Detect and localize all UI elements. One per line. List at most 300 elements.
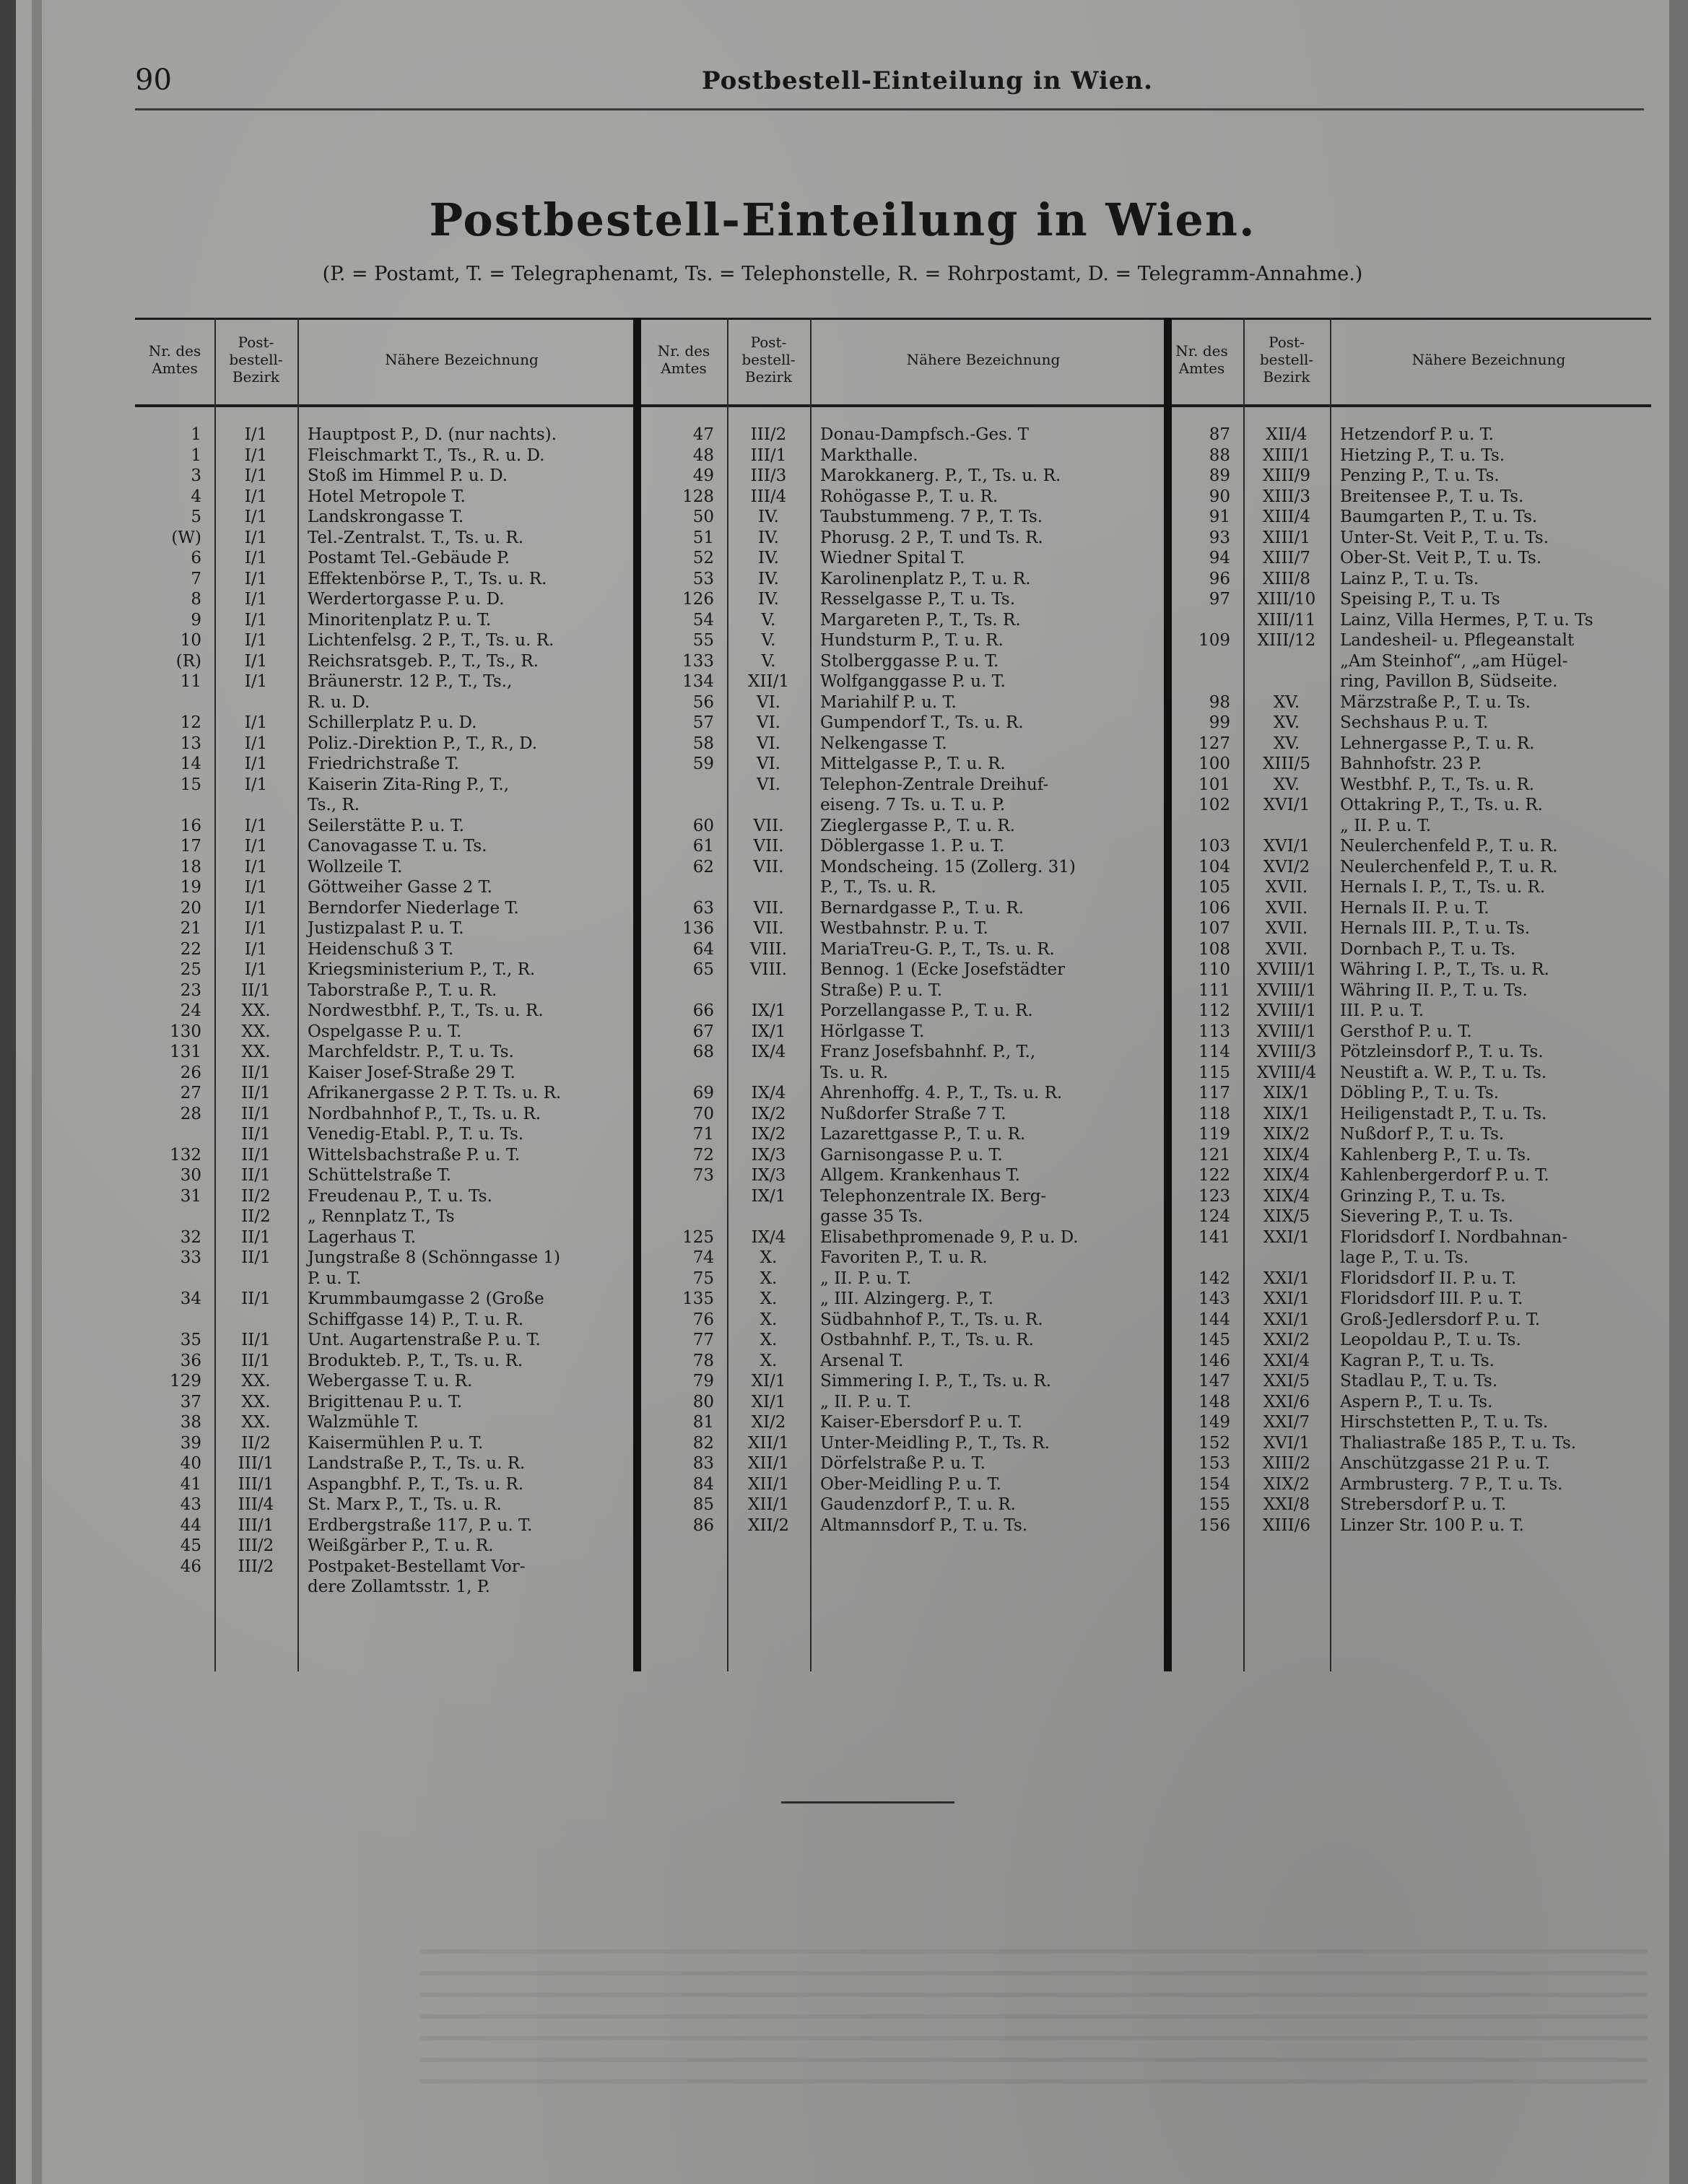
delivery-district: XI/1: [751, 1372, 786, 1391]
office-number: 91: [1209, 508, 1230, 526]
delivery-district: XX.: [241, 1413, 271, 1432]
location-description: Thaliastraße 185 P., T. u. Ts.: [1340, 1433, 1577, 1453]
location-description: Landstraße P., T., Ts. u. R.: [308, 1454, 526, 1473]
delivery-district: II/2: [241, 1207, 271, 1226]
location-description: Stolberggasse P. u. T.: [820, 651, 999, 671]
location-description: Mondscheing. 15 (Zollerg. 31): [820, 857, 1076, 876]
office-number: 15: [180, 775, 201, 794]
table-row: [1160, 1269, 1648, 1289]
table-row: [640, 877, 1157, 897]
office-number: 76: [692, 1310, 714, 1329]
office-number: 122: [1198, 1166, 1230, 1185]
location-description: Märzstraße P., T. u. Ts.: [1340, 692, 1531, 712]
delivery-district: XIII/3: [1262, 487, 1310, 506]
table-row: [640, 671, 1157, 692]
office-number: 48: [692, 445, 714, 465]
delivery-district: XIII/6: [1262, 1515, 1310, 1535]
office-number: 57: [692, 713, 714, 732]
table-row: [640, 1351, 1157, 1371]
table-row: [1160, 775, 1648, 795]
table-row: [135, 1289, 626, 1309]
office-number: 45: [180, 1536, 201, 1555]
delivery-district: I/1: [244, 939, 268, 959]
delivery-district: XII/1: [748, 1474, 789, 1494]
location-description: Neulerchenfeld P., T. u. R.: [1340, 837, 1558, 856]
location-description: Freudenau P., T. u. Ts.: [308, 1186, 492, 1206]
office-number: (W): [171, 528, 201, 547]
location-description: Ostbahnhf. P., T., Ts. u. R.: [820, 1331, 1034, 1349]
table-row: [640, 754, 1157, 774]
location-description: Dörfelstraße P. u. T.: [820, 1454, 986, 1473]
delivery-district: II/1: [241, 1145, 271, 1165]
location-description: Lainz, Villa Hermes, P, T. u. Ts: [1340, 610, 1593, 630]
location-description: Erdbergstraße 117, P. u. T.: [308, 1515, 533, 1535]
office-number: 98: [1209, 692, 1230, 712]
table-row: [640, 528, 1157, 548]
office-number: 155: [1198, 1495, 1230, 1514]
location-description: Hirschstetten P., T. u. Ts.: [1340, 1413, 1549, 1432]
office-number: 128: [682, 487, 714, 506]
location-description: Taborstraße P., T. u. R.: [308, 980, 497, 1000]
table-row: [1160, 1145, 1648, 1165]
location-description: R. u. D.: [308, 692, 370, 712]
table-row: [1160, 466, 1648, 486]
office-number: 30: [180, 1166, 201, 1185]
running-head: Postbestell-Einteilung in Wien.: [702, 66, 1153, 95]
delivery-district: VIII.: [749, 939, 788, 959]
page-number: 90: [135, 64, 172, 97]
table-row: [640, 1269, 1157, 1289]
office-number: 22: [180, 939, 201, 959]
office-number: 93: [1209, 528, 1230, 547]
office-number: 125: [682, 1227, 714, 1247]
delivery-district: X.: [760, 1351, 778, 1370]
header-postbestell-bezirk: Post- bestell- Bezirk: [229, 334, 283, 386]
table-row: [640, 734, 1157, 754]
office-number: 104: [1198, 857, 1230, 876]
location-description: Lainz P., T. u. Ts.: [1340, 569, 1479, 588]
table-row: [135, 836, 626, 856]
table-row: [640, 775, 1157, 795]
delivery-district: I/1: [244, 651, 268, 671]
delivery-district: IX/3: [751, 1166, 786, 1185]
header-naehere-bezeichnung: Nähere Bezeichnung: [906, 351, 1061, 368]
office-number: 141: [1198, 1227, 1230, 1247]
location-description: Elisabethpromenade 9, P. u. D.: [820, 1227, 1079, 1247]
table-row: [1160, 1227, 1648, 1248]
location-description: Mariahilf P. u. T.: [820, 692, 957, 712]
table-row: [135, 1248, 626, 1268]
office-number: 148: [1198, 1392, 1230, 1411]
table-row: [640, 795, 1157, 815]
office-number: 64: [692, 939, 714, 959]
office-number: 35: [180, 1331, 201, 1349]
delivery-district: I/1: [244, 734, 268, 753]
delivery-district: XXI/5: [1263, 1372, 1310, 1391]
location-description: Unt. Augartenstraße P. u. T.: [308, 1331, 541, 1349]
table-row: [135, 1453, 626, 1474]
delivery-district: II/1: [241, 1125, 271, 1144]
office-number: 3: [191, 466, 201, 485]
table-row: [1160, 487, 1648, 507]
office-number: 100: [1198, 754, 1230, 773]
location-description: Franz Josefsbahnhf. P., T.,: [820, 1043, 1036, 1061]
location-description: Grinzing P., T. u. Ts.: [1340, 1186, 1506, 1206]
location-description: Linzer Str. 100 P. u. T.: [1340, 1515, 1524, 1535]
table-row: [1160, 713, 1648, 733]
delivery-district: IV.: [758, 549, 779, 567]
location-description: ring, Pavillon B, Südseite.: [1340, 672, 1558, 691]
location-description: Kriegsministerium P., T., R.: [308, 960, 536, 979]
header-postbestell-bezirk: Post- bestell- Bezirk: [1259, 334, 1314, 386]
delivery-district: I/1: [244, 610, 268, 630]
office-number: 51: [692, 528, 714, 547]
location-description: Westbahnstr. P. u. T.: [820, 919, 988, 938]
location-description: Währing II. P., T. u. Ts.: [1340, 980, 1528, 1000]
office-number: 52: [692, 549, 714, 567]
delivery-district: X.: [760, 1269, 778, 1288]
table-row: [1160, 836, 1648, 856]
table-row: [135, 1351, 626, 1371]
delivery-district: XV.: [1273, 713, 1300, 732]
location-description: Anschützgasse 21 P. u. T.: [1340, 1454, 1550, 1473]
office-number: 111: [1198, 980, 1230, 1000]
location-description: Postpaket-Bestellamt Vor-: [308, 1557, 526, 1576]
office-number: 103: [1198, 837, 1230, 856]
location-description: Groß-Jedlersdorf P. u. T.: [1340, 1310, 1541, 1329]
table-row: [1160, 507, 1648, 527]
location-description: Bräunerstr. 12 P., T., Ts.,: [308, 672, 513, 691]
location-description: Straße) P. u. T.: [820, 980, 943, 1000]
delivery-district: XVI/2: [1263, 857, 1310, 876]
office-number: 54: [692, 610, 714, 630]
table-row: [1160, 1165, 1648, 1185]
delivery-district: III/1: [238, 1515, 274, 1535]
table-row: [640, 1453, 1157, 1474]
table-row: [1160, 1206, 1648, 1227]
location-description: Altmannsdorf P., T. u. Ts.: [820, 1515, 1028, 1535]
book-page: [16, 0, 1669, 2184]
delivery-district: IX/1: [751, 1022, 786, 1041]
office-number: 110: [1198, 960, 1230, 979]
delivery-district: I/1: [244, 919, 268, 938]
office-number: 21: [180, 919, 201, 938]
location-description: Porzellangasse P., T. u. R.: [820, 1001, 1033, 1020]
location-description: Aspangbhf. P., T., Ts. u. R.: [308, 1474, 524, 1494]
delivery-district: XIII/10: [1257, 590, 1316, 609]
delivery-district: XXI/1: [1263, 1269, 1310, 1288]
location-description: Unter-Meidling P., T., Ts. R.: [820, 1433, 1050, 1453]
location-description: Kaiser-Ebersdorf P. u. T.: [820, 1413, 1022, 1432]
table-row: [640, 425, 1157, 445]
delivery-district: XVIII/1: [1256, 1001, 1317, 1020]
location-description: dere Zollamtsstr. 1, P.: [308, 1578, 490, 1596]
office-number: 75: [692, 1269, 714, 1288]
delivery-district: XVIII/1: [1256, 980, 1317, 1000]
location-description: Ottakring P., T., Ts. u. R.: [1340, 796, 1543, 814]
header-postbestell-bezirk: Post- bestell- Bezirk: [741, 334, 796, 386]
table-row: [640, 980, 1157, 1001]
location-description: Hörlgasse T.: [820, 1022, 925, 1041]
delivery-district: II/1: [241, 1351, 271, 1370]
table-row: [640, 1104, 1157, 1124]
office-number: 18: [180, 857, 201, 876]
location-description: Ts. u. R.: [820, 1063, 889, 1082]
delivery-district: XIII/1: [1262, 445, 1310, 465]
office-number: 72: [692, 1145, 714, 1165]
office-number: 9: [191, 610, 201, 630]
delivery-district: XXI/8: [1263, 1495, 1310, 1514]
office-number: 77: [692, 1331, 714, 1349]
table-row: [1160, 1330, 1648, 1350]
office-number: 101: [1198, 775, 1230, 794]
delivery-district: II/1: [241, 1166, 271, 1185]
delivery-district: XI/2: [751, 1413, 786, 1432]
delivery-district: X.: [760, 1248, 778, 1267]
table-row: [1160, 1104, 1648, 1124]
table-row: [1160, 1042, 1648, 1062]
office-number: 144: [1198, 1310, 1230, 1329]
location-description: Westbhf. P., T., Ts. u. R.: [1340, 775, 1535, 794]
location-description: Reichsratsgeb. P., T., Ts., R.: [308, 651, 539, 671]
table-row: [1160, 610, 1648, 630]
table-row: [1160, 1289, 1648, 1309]
table-row: [135, 877, 626, 897]
location-description: Minoritenplatz P. u. T.: [308, 610, 492, 630]
office-number: 34: [180, 1289, 201, 1308]
delivery-district: XXI/7: [1263, 1413, 1310, 1432]
location-description: Döbling P., T. u. Ts.: [1340, 1084, 1500, 1102]
delivery-district: I/1: [244, 837, 268, 856]
delivery-district: II/2: [241, 1433, 271, 1453]
office-number: 102: [1198, 796, 1230, 814]
table-row: [640, 487, 1157, 507]
location-description: Walzmühle T.: [308, 1413, 419, 1432]
table-row: [135, 507, 626, 527]
location-description: Margareten P., T., Ts. R.: [820, 610, 1021, 630]
table-row: [135, 548, 626, 568]
office-number: 56: [692, 692, 714, 712]
location-description: Bennog. 1 (Ecke Josefstädter: [820, 960, 1066, 979]
delivery-district: XII/1: [748, 1433, 789, 1453]
location-description: Jungstraße 8 (Schönngasse 1): [308, 1248, 561, 1267]
delivery-district: VII.: [753, 857, 784, 876]
delivery-district: XVIII/3: [1256, 1043, 1317, 1061]
office-number: 88: [1209, 445, 1230, 465]
delivery-district: XXI/2: [1263, 1331, 1310, 1349]
delivery-district: VII.: [753, 837, 784, 856]
location-description: Sechshaus P. u. T.: [1340, 713, 1489, 732]
table-row: [640, 1433, 1157, 1453]
office-number: 109: [1198, 631, 1230, 650]
delivery-district: III/1: [238, 1454, 274, 1473]
table-row: [640, 1310, 1157, 1330]
delivery-district: IV.: [758, 528, 779, 547]
delivery-district: I/1: [244, 898, 268, 918]
table-row: [135, 734, 626, 754]
delivery-district: XIX/4: [1263, 1145, 1310, 1165]
table-row: [135, 1042, 626, 1062]
table-row: [135, 671, 626, 692]
office-number: 84: [692, 1474, 714, 1494]
location-description: Südbahnhof P., T., Ts. u. R.: [820, 1310, 1043, 1329]
office-number: 66: [692, 1001, 714, 1020]
delivery-district: V.: [761, 631, 776, 650]
office-number: 154: [1198, 1474, 1230, 1494]
table-row: [640, 548, 1157, 568]
office-number: 152: [1198, 1433, 1230, 1453]
table-row: [640, 1083, 1157, 1103]
bleed-through-texture: [420, 1949, 1648, 2094]
office-number: 38: [180, 1413, 201, 1432]
table-row: [640, 1412, 1157, 1432]
header-nr-des-amtes: Nr. des Amtes: [1175, 342, 1228, 377]
delivery-district: I/1: [244, 549, 268, 567]
delivery-district: III/2: [750, 425, 787, 444]
office-number: 49: [692, 466, 714, 485]
delivery-district: II/1: [241, 1104, 271, 1123]
location-description: Garnisongasse P. u. T.: [820, 1145, 1003, 1165]
location-description: Effektenbörse P., T., Ts. u. R.: [308, 569, 547, 588]
location-description: Heiligenstadt P., T. u. Ts.: [1340, 1104, 1547, 1123]
office-number: 147: [1198, 1372, 1230, 1391]
table-row: [1160, 548, 1648, 568]
table-row: [640, 836, 1157, 856]
office-number: 94: [1209, 549, 1230, 567]
footer-rule: [781, 1801, 954, 1804]
table-row: [640, 1206, 1157, 1227]
location-description: Penzing P., T. u. Ts.: [1340, 466, 1500, 485]
delivery-district: XV.: [1273, 692, 1300, 712]
delivery-district: XVII.: [1265, 898, 1308, 918]
office-number: 143: [1198, 1289, 1230, 1308]
table-row: [135, 1186, 626, 1206]
office-number: 1: [191, 425, 201, 444]
office-number: 39: [180, 1433, 201, 1453]
location-description: Strebersdorf P. u. T.: [1340, 1495, 1507, 1514]
table-row: [1160, 1351, 1648, 1371]
delivery-district: III/1: [750, 445, 787, 465]
location-description: Floridsdorf I. Nordbahnan-: [1340, 1227, 1568, 1247]
table-row: [1160, 569, 1648, 589]
delivery-district: XXI/6: [1263, 1392, 1310, 1411]
office-number: 146: [1198, 1351, 1230, 1370]
table-row: [135, 1165, 626, 1185]
table-row: [1160, 1083, 1648, 1103]
location-description: Hotel Metropole T.: [308, 487, 466, 506]
delivery-district: I/1: [244, 590, 268, 609]
table-row: [640, 1495, 1157, 1515]
table-row: [135, 1227, 626, 1248]
office-number: 12: [180, 713, 201, 732]
delivery-district: XVII.: [1265, 919, 1308, 938]
location-description: Nordwestbhf. P., T., Ts. u. R.: [308, 1001, 544, 1020]
table-row: [1160, 980, 1648, 1001]
location-description: Fleischmarkt T., Ts., R. u. D.: [308, 445, 545, 465]
table-row: [135, 1412, 626, 1432]
location-description: Gumpendorf T., Ts. u. R.: [820, 713, 1024, 732]
table-row: [1160, 1248, 1648, 1268]
location-description: „ II. P. u. T.: [820, 1269, 912, 1288]
location-description: Hetzendorf P. u. T.: [1340, 425, 1494, 444]
location-description: Afrikanergasse 2 P. T. Ts. u. R.: [308, 1084, 562, 1102]
table-row: [640, 898, 1157, 918]
table-row: [640, 1289, 1157, 1309]
table-row: [135, 1495, 626, 1515]
office-number: 114: [1198, 1043, 1230, 1061]
header-rule: [135, 108, 1644, 110]
delivery-district: II/1: [241, 1084, 271, 1102]
location-description: Ospelgasse P. u. T.: [308, 1022, 462, 1041]
table-row: [135, 857, 626, 877]
office-number: 14: [180, 754, 201, 773]
table-row: [1160, 1515, 1648, 1536]
office-number: 78: [692, 1351, 714, 1370]
delivery-district: II/1: [241, 980, 271, 1000]
office-number: 37: [180, 1392, 201, 1411]
table-row: [135, 1083, 626, 1103]
location-description: Marchfeldstr. P., T. u. Ts.: [308, 1043, 514, 1061]
office-number: 134: [682, 672, 714, 691]
delivery-district: IX/2: [751, 1125, 786, 1144]
delivery-district: II/2: [241, 1186, 271, 1206]
location-description: Nordbahnhof P., T., Ts. u. R.: [308, 1104, 541, 1123]
office-number: 113: [1198, 1022, 1230, 1041]
location-description: P., T., Ts. u. R.: [820, 878, 936, 897]
table-row: [1160, 1063, 1648, 1083]
delivery-district: II/1: [241, 1227, 271, 1247]
table-row: [1160, 1124, 1648, 1144]
delivery-district: XX.: [241, 1043, 271, 1061]
table-row: [1160, 1371, 1648, 1391]
office-number: 41: [180, 1474, 201, 1494]
location-description: Hundsturm P., T. u. R.: [820, 631, 1004, 650]
table-row: [640, 1330, 1157, 1350]
location-description: Göttweiher Gasse 2 T.: [308, 878, 492, 897]
table-row: [135, 466, 626, 486]
delivery-district: III/1: [238, 1474, 274, 1494]
table-row: [640, 569, 1157, 589]
delivery-district: I/1: [244, 713, 268, 732]
table-row: [135, 528, 626, 548]
table-row: [640, 1248, 1157, 1268]
delivery-district: V.: [761, 610, 776, 630]
table-row: [135, 1577, 626, 1597]
office-number: 69: [692, 1084, 714, 1102]
office-number: 90: [1209, 487, 1230, 506]
delivery-district: III/4: [238, 1495, 274, 1514]
delivery-district: IX/1: [751, 1186, 786, 1206]
location-description: Krummbaumgasse 2 (Große: [308, 1289, 544, 1308]
location-description: Ober-St. Veit P., T. u. Ts.: [1340, 549, 1542, 567]
office-number: 133: [682, 651, 714, 671]
delivery-district: XI/1: [751, 1392, 786, 1411]
table-row: [640, 1022, 1157, 1042]
table-row: [135, 1269, 626, 1289]
delivery-district: XIII/8: [1262, 569, 1310, 588]
delivery-district: XIX/4: [1263, 1166, 1310, 1185]
table-row: [135, 795, 626, 815]
location-description: Webergasse T. u. R.: [308, 1372, 473, 1391]
office-number: 24: [180, 1001, 201, 1020]
location-description: MariaTreu-G. P., T., Ts. u. R.: [820, 939, 1055, 959]
office-number: 132: [170, 1145, 201, 1165]
office-number: 79: [692, 1372, 714, 1391]
delivery-district: I/1: [244, 466, 268, 485]
location-description: Hietzing P., T. u. Ts.: [1340, 445, 1505, 465]
delivery-district: XIII/11: [1257, 610, 1316, 630]
table-row: [135, 1371, 626, 1391]
